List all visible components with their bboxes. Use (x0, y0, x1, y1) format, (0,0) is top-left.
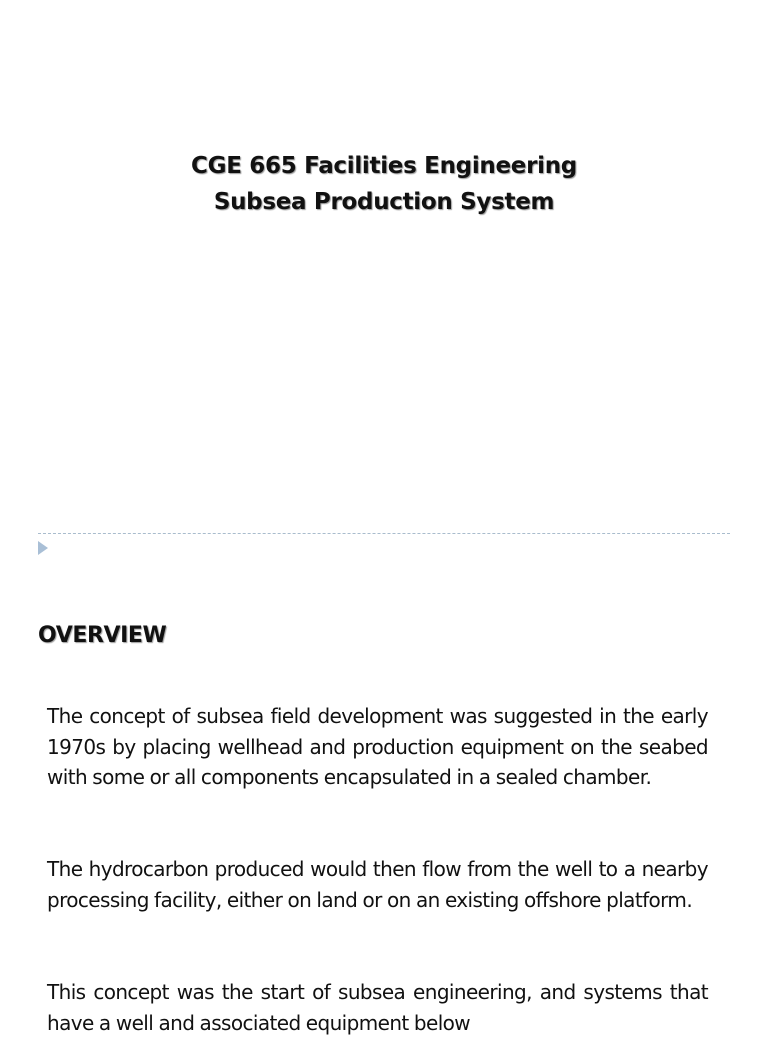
triangle-right-icon (38, 541, 48, 555)
paragraph-flow: The hydrocarbon produced would then flow from the well to a nearby processing facility, either on land or on an existing offshore platform. (47, 857, 708, 912)
course-title: CGE 665 Facilities Engineering (191, 153, 577, 179)
section-heading: OVERVIEW (38, 623, 167, 648)
slide-title (0, 148, 768, 220)
slide-divider (38, 533, 730, 534)
paragraph-concept: The concept of subsea field development was suggested in the early 1970s by placing wellhead and production equipment on the seabed with some or all components encapsulated in a sealed chamber. (47, 704, 708, 789)
topic-title: Subsea Production System (213, 189, 555, 215)
paragraph-start: This concept was the start of subsea engineering, and systems that have a well and associated equipment below (47, 980, 708, 1035)
